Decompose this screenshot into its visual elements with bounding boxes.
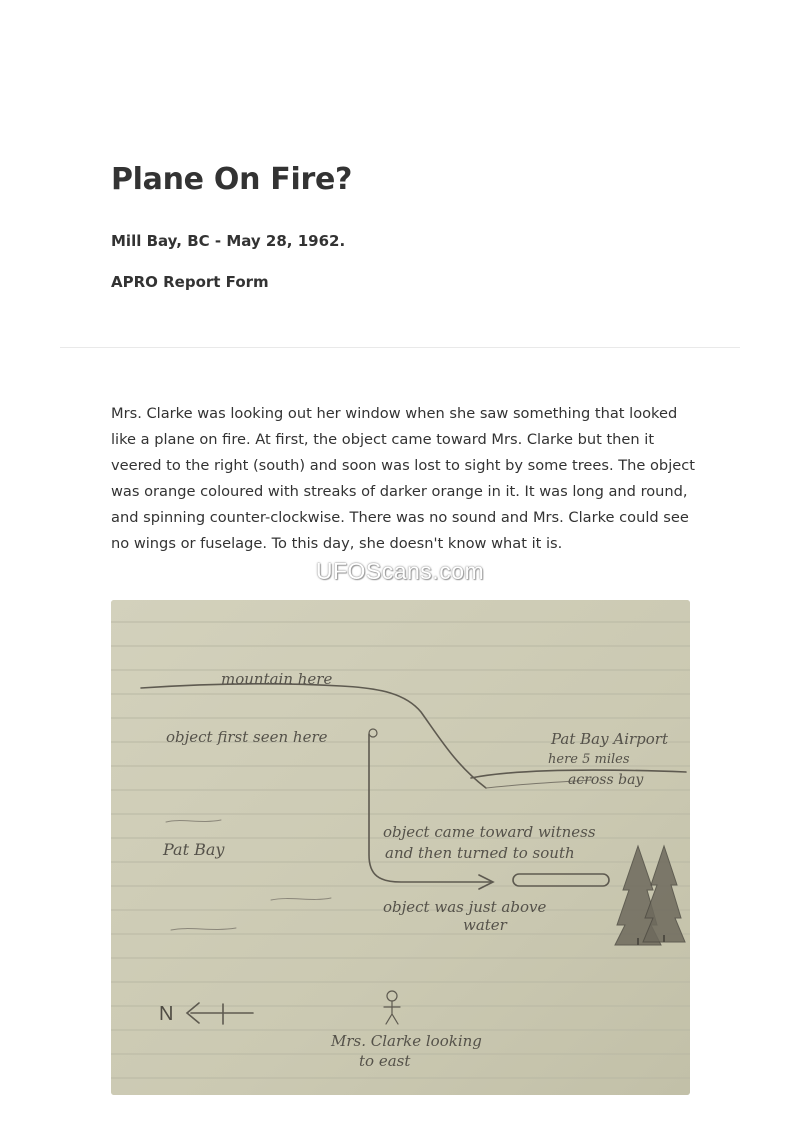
label-compass-n: N bbox=[159, 1003, 174, 1025]
label-first-seen: object first seen here bbox=[166, 728, 328, 746]
section-divider bbox=[60, 347, 740, 348]
label-airport-2: here 5 miles bbox=[548, 752, 630, 767]
source-label: APRO Report Form bbox=[111, 273, 269, 291]
label-mountain: mountain here bbox=[221, 670, 333, 688]
witness-sketch-image bbox=[111, 600, 690, 1095]
article-body: Mrs. Clarke was looking out her window when she saw something that looked like a plane on fire. At first, the object came toward Mrs. Clarke but then it veered to the right (south) and soon was lost to sight by some trees. The object was orange coloured with streaks of darker orange in it. It was long and round, and spinning counter-clockwise. There was no sound and Mrs. Clarke could see no wings or fuselage. To this day, she doesn't know what it is. bbox=[111, 405, 695, 552]
label-toward-1: object came toward witness bbox=[383, 823, 596, 841]
label-above-2: water bbox=[463, 916, 507, 934]
label-clarke-1: Mrs. Clarke looking bbox=[331, 1032, 482, 1050]
label-clarke-2: to east bbox=[359, 1052, 411, 1070]
sketch-drawing bbox=[111, 600, 690, 1095]
page-title: Plane On Fire? bbox=[111, 162, 353, 197]
label-airport-3: across bay bbox=[568, 772, 644, 788]
label-airport-1: Pat Bay Airport bbox=[551, 730, 668, 748]
label-above-1: object was just above bbox=[383, 898, 547, 916]
label-pat-bay: Pat Bay bbox=[163, 840, 225, 859]
label-toward-2: and then turned to south bbox=[385, 844, 575, 862]
location-date: Mill Bay, BC - May 28, 1962. bbox=[111, 232, 346, 250]
watermark: UFOScans.com bbox=[315, 558, 485, 584]
